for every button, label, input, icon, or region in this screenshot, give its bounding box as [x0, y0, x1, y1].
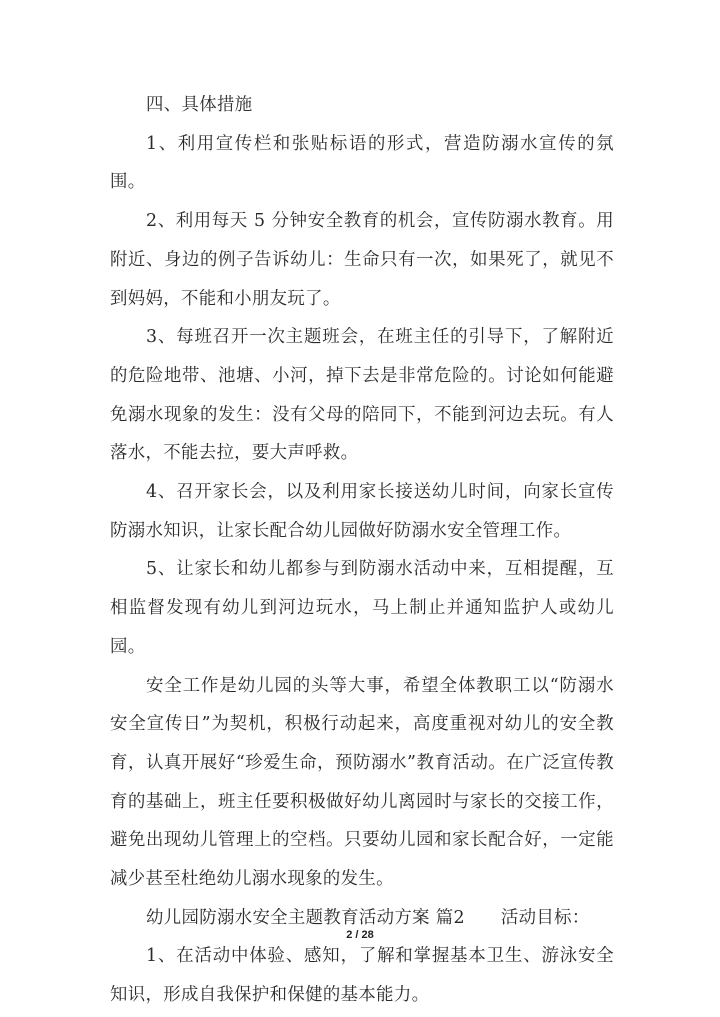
measure-item-5: 5、让家长和幼儿都参与到防溺水活动中来，互相提醒，互相监督发现有幼儿到河边玩水，马上制止并通知监护人或幼儿园。 — [110, 559, 614, 657]
measure-item-4: 4、召开家长会，以及利用家长接送幼儿时间，向家长宣传防溺水知识，让家长配合幼儿园做好防溺水安全管理工作。 — [110, 482, 614, 541]
measure-item-3: 3、每班召开一次主题班会，在班主任的引导下，了解附近的危险地带、池塘、小河，掉下去是非常危险的。讨论如何能避免溺水现象的发生：没有父母的陪同下，不能到河边去玩。有人落水，不能去拉，要大声呼救。 — [110, 327, 614, 464]
section-title: 幼儿园防溺水安全主题教育活动方案 篇2 — [146, 907, 465, 928]
measure-item-1: 1、利用宣传栏和张贴标语的形式，营造防溺水宣传的氛围。 — [110, 133, 614, 193]
document-body — [110, 86, 614, 1015]
goal-item-1: 1、在活动中体验、感知，了解和掌握基本卫生、游泳安全知识，形成自我保护和保健的基本能力。 — [110, 946, 614, 1006]
section-heading: 四、具体措施 — [146, 95, 253, 115]
page-number: 2 / 28 — [346, 929, 374, 941]
section-subtitle: 活动目标： — [500, 907, 590, 928]
measure-item-2: 2、利用每天 5 分钟安全教育的机会，宣传防溺水教育。用附近、身边的例子告诉幼儿：生命只有一次，如果死了，就见不到妈妈，不能和小朋友玩了。 — [110, 211, 614, 309]
conclusion-paragraph: 安全工作是幼儿园的头等大事，希望全体教职工以“防溺水安全宣传日”为契机，积极行动起来，高度重视对幼儿的安全教育，认真开展好“珍爱生命，预防溺水”教育活动。在广泛宣传教育的基础上，班主任要积极做好幼儿离园时与家长的交接工作，避免出现幼儿管理上的空档。只要幼儿园和家长配合好，一定能减少甚至杜绝幼儿溺水现象的发生。 — [110, 675, 614, 890]
